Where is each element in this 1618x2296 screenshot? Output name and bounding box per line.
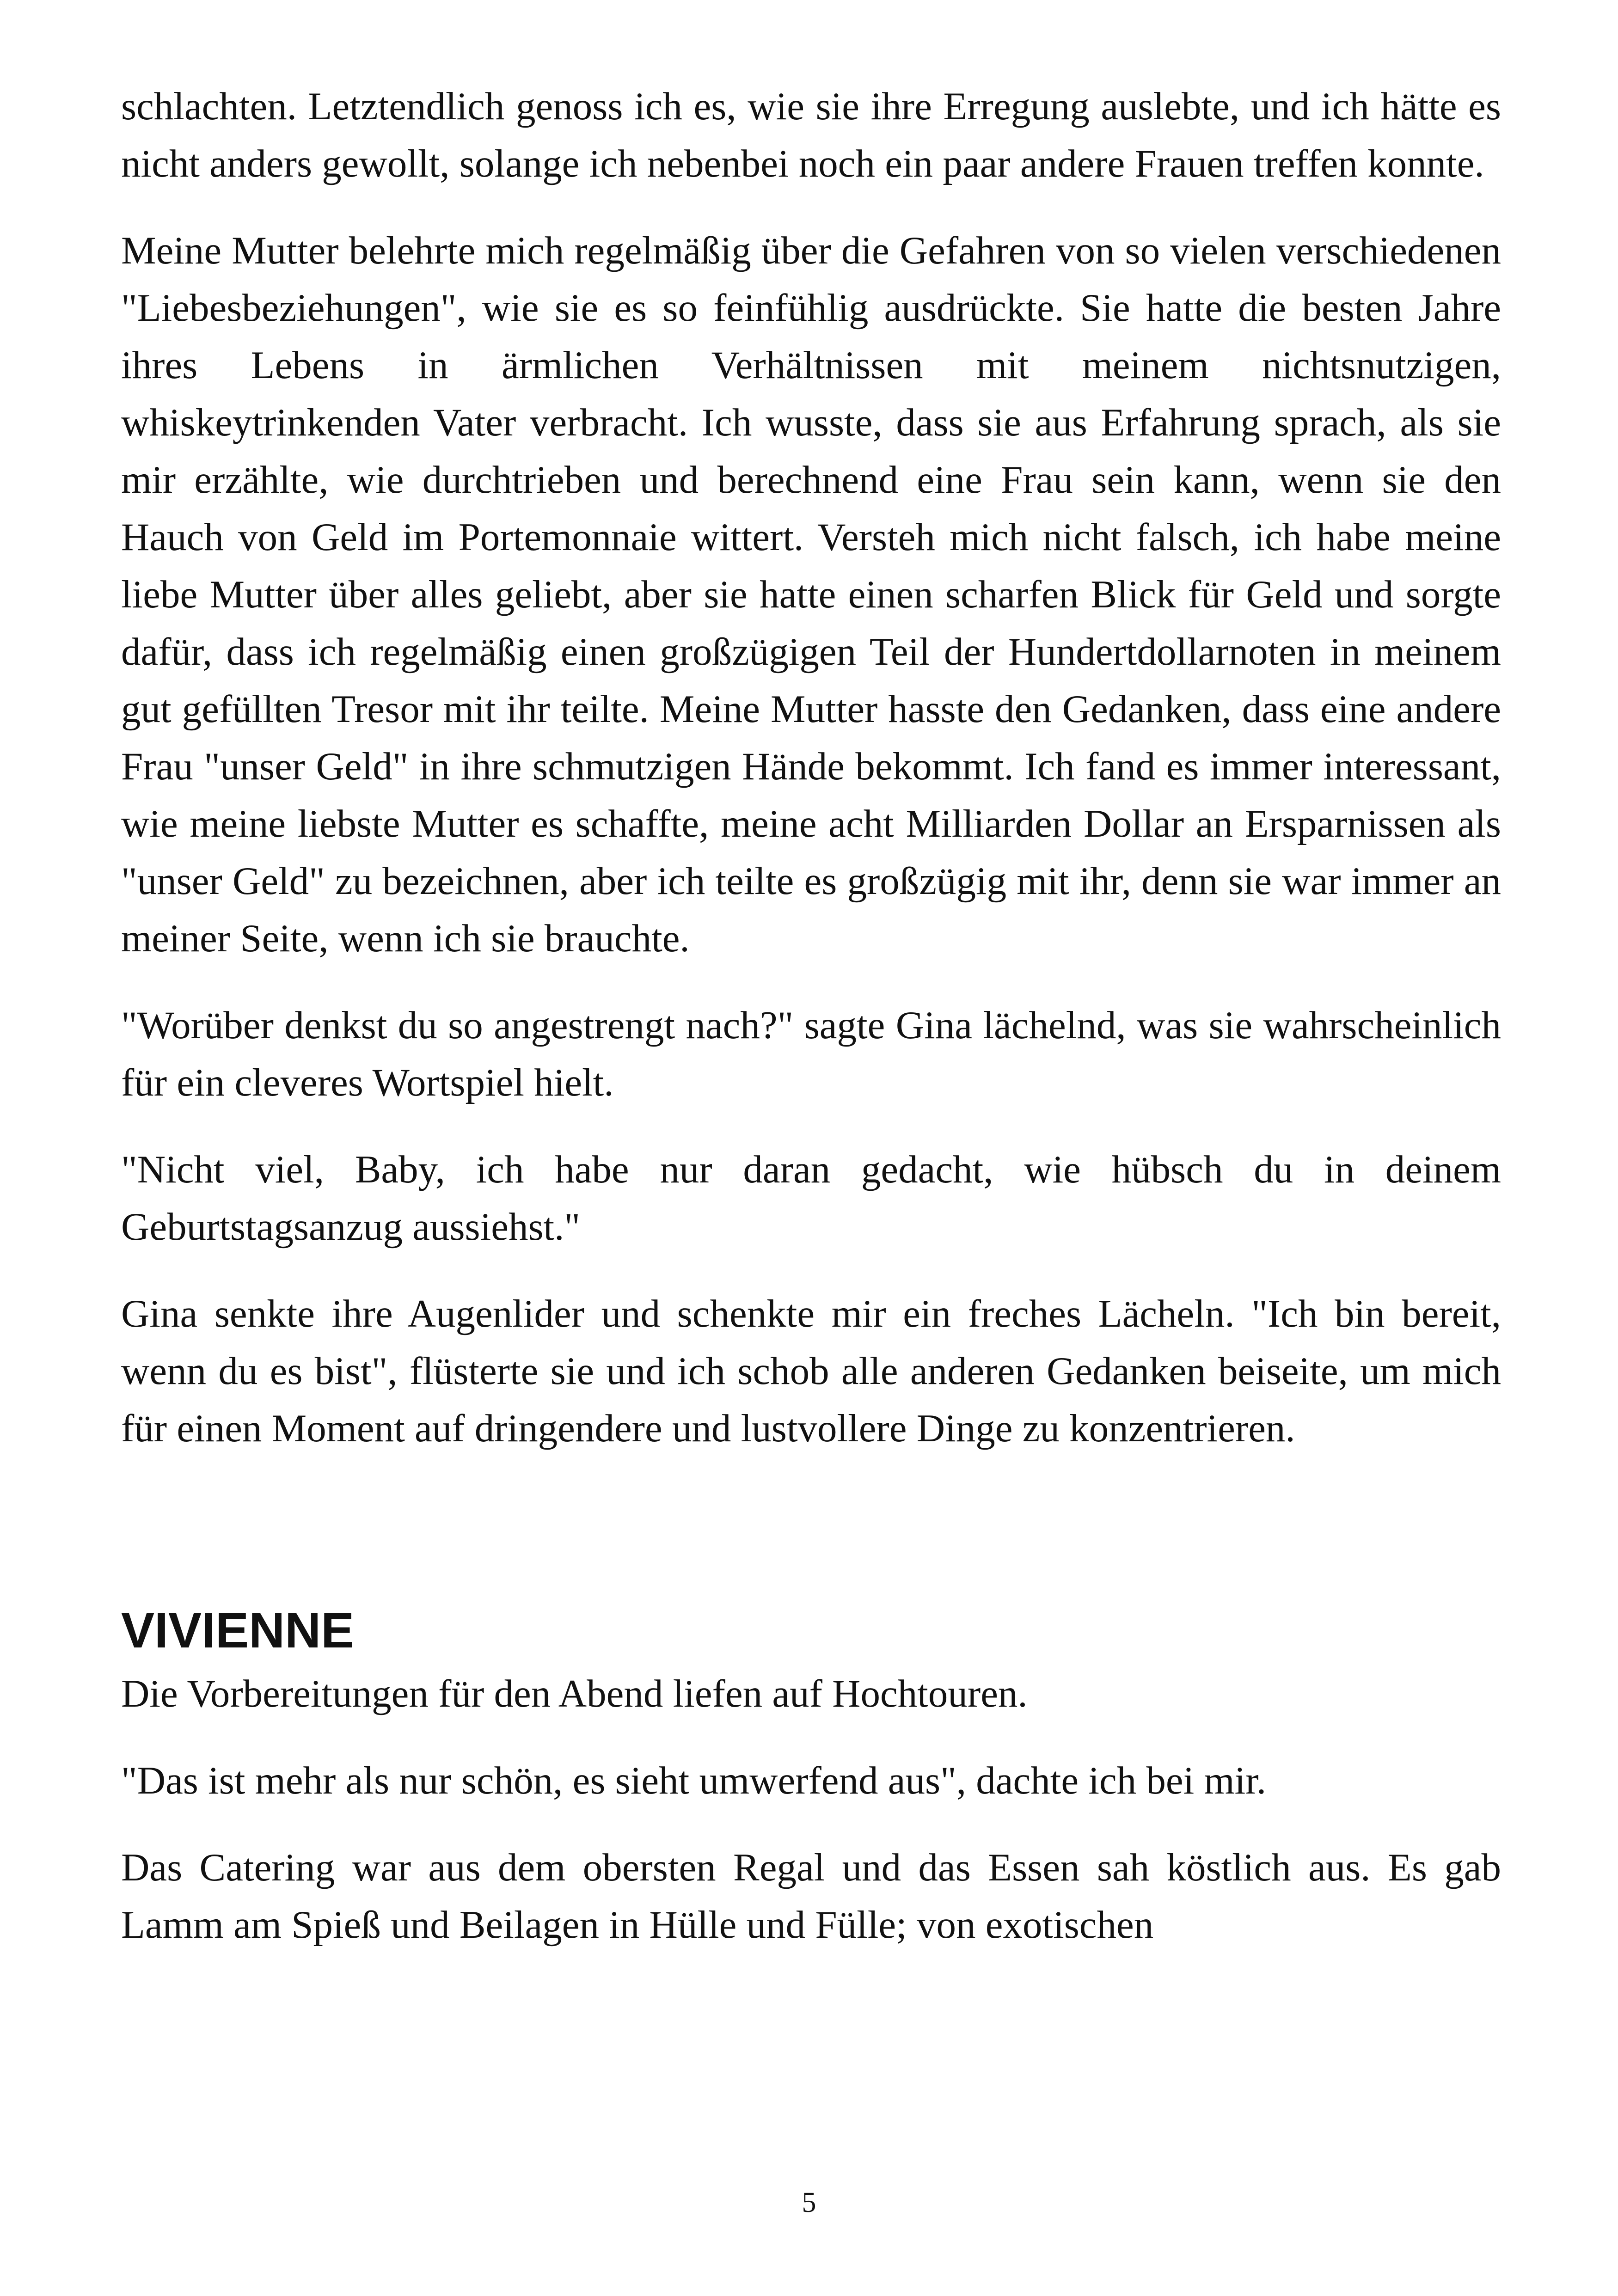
section-heading: VIVIENNE xyxy=(121,1602,355,1658)
paragraph: "Worüber denkst du so angestrengt nach?" sagte Gina lächelnd, was sie wahrscheinlich für ein cleveres Wortspiel hielt. xyxy=(121,1004,1501,1104)
page-number: 5 xyxy=(802,2187,816,2218)
page-body xyxy=(121,78,1501,1953)
paragraph: schlachten. Letztendlich genoss ich es, wie sie ihre Erregung auslebte, und ich hätte es nicht anders gewollt, solange ich nebenbei noch ein paar andere Frauen treffen konnte. xyxy=(121,85,1501,185)
paragraph: Meine Mutter belehrte mich regelmäßig über die Gefahren von so vielen verschiedenen "Liebesbeziehungen", wie sie es so feinfühlig ausdrückte. Sie hatte die besten Jahre ihres Lebens in ärmlichen Verhältnissen mit meinem nichtsnutzigen, whiskeytrinkenden Vater verbracht. Ich wusste, dass sie aus Erfahrung sprach, als sie mir erzählte, wie durchtrieben und berechnend eine Frau sein kann, wenn sie den Hauch von Geld im Portemonnaie wittert. Versteh mich nicht falsch, ich habe meine liebe Mutter über alles geliebt, aber sie hatte einen scharfen Blick für Geld und sorgte dafür, dass ich regelmäßig einen großzügigen Teil der Hundertdollarnoten in meinem gut gefüllten Tresor mit ihr teilte. Meine Mutter hasste den Gedanken, dass eine andere Frau "unser Geld" in ihre schmutzigen Hände bekommt. Ich fand es immer interessant, wie meine liebste Mutter es schaffte, meine acht Milliarden Dollar an Ersparnissen als "unser Geld" zu bezeichnen, aber ich teilte es großzügig mit ihr, denn sie war immer an meiner Seite, wenn ich sie brauchte. xyxy=(121,229,1501,960)
paragraph: "Das ist mehr als nur schön, es sieht umwerfend aus", dachte ich bei mir. xyxy=(121,1759,1267,1802)
paragraph: "Nicht viel, Baby, ich habe nur daran gedacht, wie hübsch du in deinem Geburtstagsanzug aussiehst." xyxy=(121,1148,1501,1249)
paragraph: Die Vorbereitungen für den Abend liefen auf Hochtouren. xyxy=(121,1672,1028,1715)
paragraph: Gina senkte ihre Augenlider und schenkte mir ein freches Lächeln. "Ich bin bereit, wenn du es bist", flüsterte sie und ich schob alle anderen Gedanken beiseite, um mich für einen Moment auf dringendere und lustvollere Dinge zu konzentrieren. xyxy=(121,1292,1501,1450)
paragraph: Das Catering war aus dem obersten Regal und das Essen sah köstlich aus. Es gab Lamm am Spieß und Beilagen in Hülle und Fülle; von exotischen xyxy=(121,1846,1501,1947)
